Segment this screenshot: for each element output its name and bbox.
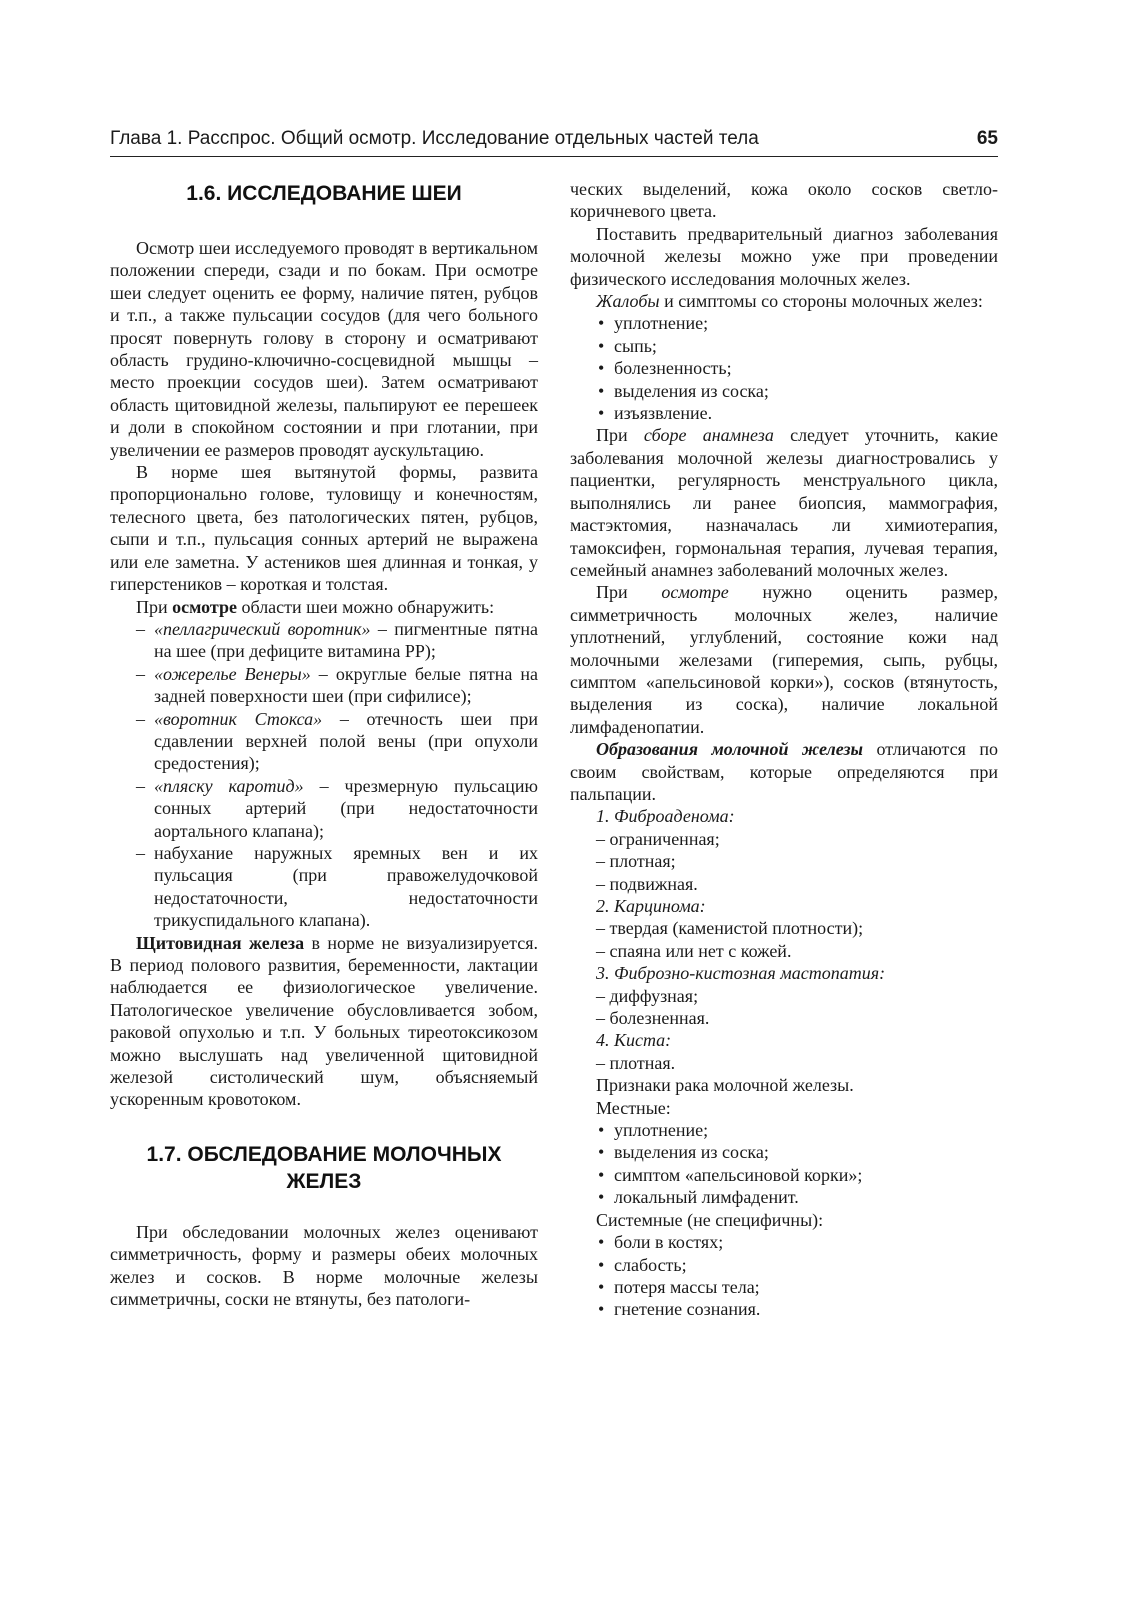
paragraph-neck-findings-intro [110, 596, 538, 618]
paragraph-thyroid [110, 932, 538, 1111]
list-item [110, 618, 538, 663]
heading-line: ЖЕЛЕЗ [286, 1169, 362, 1193]
text: нужно оценить размер, симметричность молочных желез, наличие уплотнений, углублений, состояние кожи над молочными железами (гиперемия, сыпь, рубцы, симптом «апельсиновой корки»), сосков (втянутость, выделения из соска), наличие локальной лимфаденопатии. [570, 582, 998, 737]
type-item: – плотная. [570, 1052, 998, 1074]
text: в норме не визуализируется. В период полового развития, беременности, лактации наблюдается ее физиологическое увеличение. Патологическое увеличение обусловливается зобом, раковой опухолью и т.п. У больных тиреотоксикозом можно выслушать над увеличенной щитовидной железой систолический шум, объясняемый ускоренным кровотоком. [110, 932, 538, 1110]
list-item: • выделения из соска; [570, 380, 998, 402]
sign-term: «ожерелье Венеры» [154, 663, 311, 684]
list-item: • изъязвление. [570, 402, 998, 424]
text: При [136, 596, 173, 617]
type-item: – твердая (каменистой плотности); [570, 917, 998, 939]
list-item: • потеря массы тела; [570, 1276, 998, 1298]
type-item: – плотная; [570, 850, 998, 872]
section-heading-breast [110, 1141, 538, 1195]
heading-line: 1.7. ОБСЛЕДОВАНИЕ МОЛОЧНЫХ [146, 1142, 502, 1166]
text: отличаются по своим свойствам, которые определяются при пальпации. [570, 739, 998, 804]
italic-term: Жалобы [596, 291, 660, 312]
sign-desc: – округлые белые пятна на задней поверхности шеи (при сифилисе); [154, 663, 538, 707]
sign-desc: – пигментные пятна на шее (при дефиците витамина РР); [154, 618, 538, 662]
list-item: • гнетение сознания. [570, 1298, 998, 1320]
type-heading: 3. Фиброзно-кистозная мастопатия: [596, 963, 886, 984]
sign-term: «пеллагрический воротник» [154, 618, 371, 639]
sign-term: «воротник Стокса» [154, 708, 323, 729]
page-number: 65 [976, 128, 998, 149]
local-signs-list [570, 1119, 998, 1209]
type-item: – подвижная. [570, 873, 998, 895]
text: области шеи можно обнаружить: [236, 596, 495, 617]
list-item: • выделения из соска; [570, 1141, 998, 1163]
systemic-signs-list [570, 1231, 998, 1321]
paragraph-breast-exam: При обследовании молочных желез оценивают симметричность, форму и размеры обеих молочных желез и сосков. В норме молочные железы симметричны, соски не втянуты, без патологи- [110, 1221, 538, 1310]
local-signs-title: Местные: [596, 1097, 671, 1118]
type-heading: 2. Карцинома: [596, 896, 706, 916]
italic-term: сборе анамнеза [643, 425, 774, 446]
cancer-signs-title: Признаки рака молочной железы. [596, 1075, 854, 1096]
list-item [110, 708, 538, 775]
paragraph-neck-norm: В норме шея вытянутой формы, развита пропорционально голове, туловищу и конечностям, телесного цвета, без патологических пятен, рубцов, сыпи и т.п., пульсация сонных артерий не выражена или еле заметна. У астеников шея длинная и тонкая, у гиперстеников – короткая и толстая. [110, 462, 538, 595]
italic-term: осмотре [661, 582, 729, 603]
list-item: • сыпь; [570, 335, 998, 357]
systemic-signs-title: Системные (не специфичны): [596, 1209, 824, 1230]
type-item: – спаяна или нет с кожей. [570, 940, 998, 962]
paragraph-anamnesis [570, 424, 998, 581]
list-item: • боли в костях; [570, 1231, 998, 1253]
paragraph-diagnosis: Поставить предварительный диагноз заболевания молочной железы можно уже при проведении физического исследования молочных желез. [570, 223, 998, 289]
paragraph-inspection [570, 581, 998, 738]
sign-desc: набухание наружных яремных вен и их пульсация (при правожелудочковой недостаточности, недостаточности трикуспидального клапана). [154, 842, 538, 931]
chapter-title: Глава 1. Расспрос. Общий осмотр. Исследование отдельных частей тела [110, 128, 759, 149]
sign-desc: – отечность шеи при сдавлении верхней полой вены (при опухоли средостения); [154, 708, 538, 774]
list-item [110, 663, 538, 708]
sign-term: «пляску каротид» [154, 775, 304, 796]
paragraph-neck-exam: Осмотр шеи исследуемого проводят в вертикальном положении спереди, сзади и по бокам. При осмотре шеи следует оценить ее форму, наличие пятен, рубцов и т.п., а также пульсации сосудов (для чего больного просят повернуть голову в сторону и осматривают область грудино-ключично-сосцевидной мышцы – место проекции сосудов шеи). Затем осматривают область щитовидной железы, пальпируют ее перешеек и доли в спокойном состоянии и при глотании, при увеличении ее размеров проводят аускультацию. [110, 238, 538, 460]
text: При [596, 582, 662, 603]
left-column [110, 178, 538, 1310]
list-item [110, 775, 538, 842]
list-item: • слабость; [570, 1254, 998, 1276]
neck-signs-list [110, 618, 538, 932]
list-item: • уплотнение; [570, 1119, 998, 1141]
text: и симптомы со стороны молочных желез: [659, 291, 983, 312]
type-item: – диффузная; [570, 985, 998, 1007]
list-item [110, 842, 538, 932]
list-item: • симптом «апельсиновой корки»; [570, 1164, 998, 1186]
text: следует уточнить, какие заболевания молочной железы диагностровались у пациентки, регулярность менструального цикла, выполнялись ли ранее биопсия, маммография, мастэктомия, назначалась ли химиотерапия, тамоксифен, гормональная терапия, лучевая терапия, семейный анамнез заболеваний молочных желез. [570, 425, 998, 580]
list-item: • болезненность; [570, 357, 998, 379]
type-heading: 4. Киста: [596, 1030, 672, 1051]
bold-term: Щитовидная железа [136, 932, 305, 953]
sign-desc: – чрезмерную пульсацию сонных артерий (при недостаточности аортального клапана); [154, 775, 538, 841]
type-heading: 1. Фиброаденома: [596, 806, 735, 827]
paragraph-formations [570, 738, 998, 805]
list-item: • локальный лимфаденит. [570, 1186, 998, 1208]
paragraph-continued: ческих выделений, кожа около сосков светло-коричневого цвета. [570, 179, 998, 222]
type-item: – ограниченная; [570, 828, 998, 850]
type-item: – болезненная. [570, 1007, 998, 1029]
complaints-list [570, 312, 998, 424]
right-column [570, 178, 998, 1321]
paragraph-complaints [570, 290, 998, 312]
running-header [110, 126, 998, 157]
text: При [596, 425, 644, 446]
bold-term: осмотре [172, 596, 237, 617]
bold-italic-term: Образования молочной железы [596, 739, 863, 760]
list-item: • уплотнение; [570, 312, 998, 334]
section-heading-neck: 1.6. ИССЛЕДОВАНИЕ ШЕИ [186, 182, 462, 205]
